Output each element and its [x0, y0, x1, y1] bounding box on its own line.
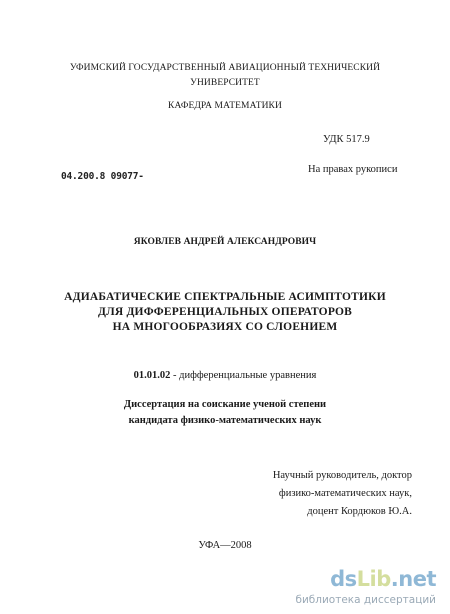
department-name: КАФЕДРА МАТЕМАТИКИ: [168, 101, 282, 111]
dslib-logo: dsLib.net: [330, 567, 436, 591]
specialty-name: - дифференциальные уравнения: [170, 370, 317, 381]
manuscript-rights: На правах рукописи: [308, 164, 398, 175]
title-line-3: НА МНОГООБРАЗИЯХ СО СЛОЕНИЕМ: [112, 321, 338, 333]
dslib-subtitle: библиотека диссертаций: [295, 594, 436, 606]
degree-line-1: Диссертация на соискание ученой степени: [123, 399, 327, 410]
supervisor-line-2: физико-математических наук,: [278, 488, 412, 499]
library-stamp: 04.200.8 09077-: [61, 171, 144, 182]
university-name-line1: УФИМСКИЙ ГОСУДАРСТВЕННЫЙ АВИАЦИОННЫЙ ТЕХНИЧЕСКИЙ: [69, 63, 381, 73]
title-line-2: ДЛЯ ДИФФЕРЕНЦИАЛЬНЫХ ОПЕРАТОРОВ: [97, 306, 352, 318]
dslib-watermark: [286, 567, 436, 611]
university-name-line2: УНИВЕРСИТЕТ: [190, 78, 260, 88]
supervisor-line-3: доцент Кордюков Ю.А.: [307, 506, 412, 517]
city-year: УФА—2008: [198, 540, 252, 551]
degree-line-2: кандидата физико-математических наук: [128, 415, 322, 426]
title-line-1: АДИАБАТИЧЕСКИЕ СПЕКТРАЛЬНЫЕ АСИМПТОТИКИ: [64, 291, 386, 303]
specialty: [0, 370, 450, 381]
supervisor-line-1: Научный руководитель, доктор: [272, 470, 412, 481]
author-name: ЯКОВЛЕВ АНДРЕЙ АЛЕКСАНДРОВИЧ: [133, 237, 317, 247]
udk-code: УДК 517.9: [323, 134, 370, 145]
specialty-code: 01.01.02: [133, 370, 171, 381]
